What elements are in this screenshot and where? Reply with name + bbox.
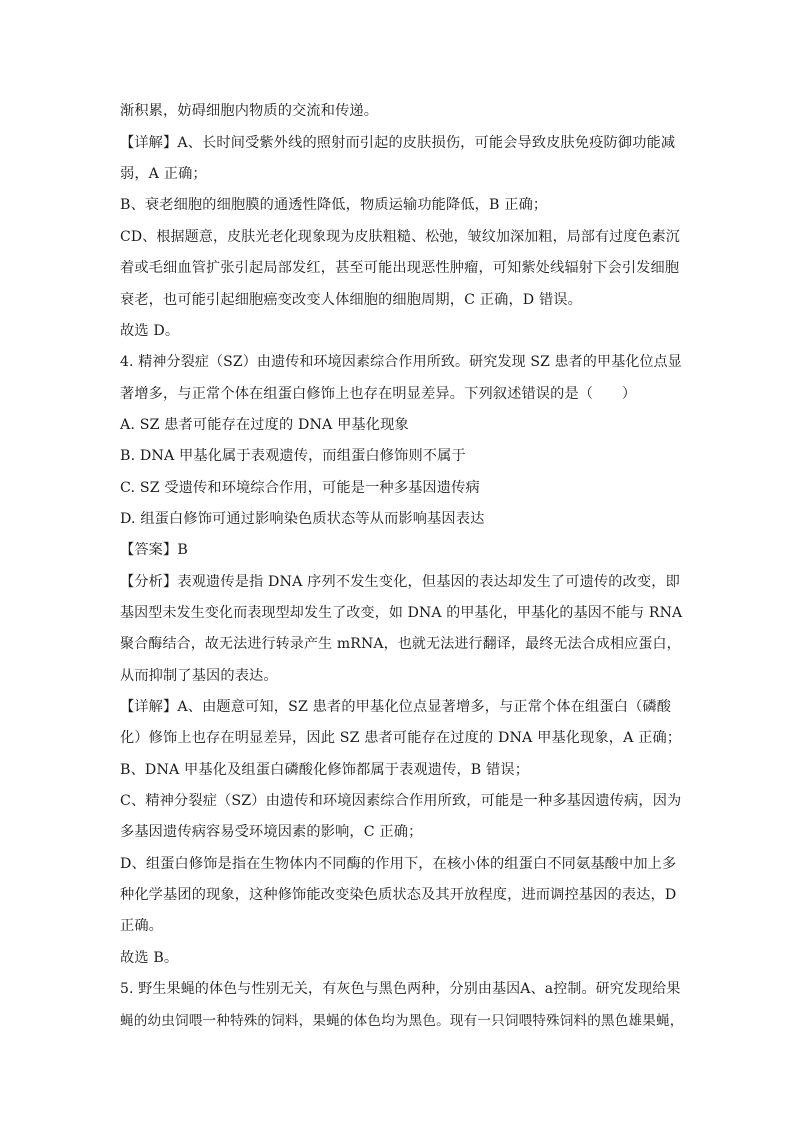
detail-line: 种化学基团的现象，这种修饰能改变染色质状态及其开放程度，进而调控基因的表达，D <box>120 887 677 903</box>
text-line: 弱，A 正确； <box>120 166 207 182</box>
analysis-line: 【分析】表观遗传是指 DNA 序列不发生变化，但基因的表达却发生了可遗传的改变，即 <box>120 574 680 590</box>
question-5-stem: 5. 野生果蝇的体色与性别无关，有灰色与黑色两种，分别由基因A、a控制。研究发现给果 <box>120 981 681 997</box>
detail-line: 【详解】A、由题意可知，SZ 患者的甲基化位点显著增多，与正常个体在组蛋白（磷酸 <box>120 699 672 715</box>
option-b: B. DNA 甲基化属于表观遗传，而组蛋白修饰则不属于 <box>120 448 466 464</box>
text-line: 故选 B。 <box>120 950 179 966</box>
answer-line: 【答案】B <box>120 542 188 558</box>
question-4-stem: 著增多，与正常个体在组蛋白修饰上也存在明显差异。下列叙述错误的是（ ） <box>120 386 637 402</box>
text-line: 衰老，也可能引起细胞癌变改变人体细胞的细胞周期，C 正确，D 错误。 <box>120 292 582 308</box>
detail-line: C、精神分裂症（SZ）由遗传和环境因素综合作用所致，可能是一种多基因遗传病，因为 <box>120 793 682 809</box>
analysis-line: 聚合酶结合，故无法进行转录产生 mRNA，也就无法进行翻译，最终无法合成相应蛋白， <box>120 636 681 652</box>
question-4-stem: 4. 精神分裂症（SZ）由遗传和环境因素综合作用所致。研究发现 SZ 患者的甲基化位点显 <box>120 354 682 370</box>
question-5-stem: 蝇的幼虫饲喂一种特殊的饲料，果蝇的体色均为黑色。现有一只饲喂特殊饲料的黑色雄果蝇， <box>120 1013 684 1029</box>
option-a: A. SZ 患者可能存在过度的 DNA 甲基化现象 <box>120 417 409 433</box>
detail-line: 正确。 <box>120 918 164 934</box>
detail-line: B、DNA 甲基化及组蛋白磷酸化修饰都属于表观遗传，B 错误； <box>120 762 530 778</box>
text-line: 故选 D。 <box>120 323 180 339</box>
text-line: 着或毛细血管扩张引起局部发红，甚至可能出现恶性肿瘤，可知紫处线辐射下会引发细胞 <box>120 260 680 276</box>
detail-line: D、组蛋白修饰是指在生物体内不同酶的作用下，在核小体的组蛋白不同氨基酸中加上多 <box>120 856 677 872</box>
detail-line: 多基因遗传病容易受环境因素的影响，C 正确； <box>120 824 423 840</box>
analysis-line: 基因型未发生变化而表现型却发生了改变，如 DNA 的甲基化，甲基化的基因不能与 RNA <box>120 605 683 621</box>
text-line: CD、根据题意，皮肤光老化现象现为皮肤粗糙、松弛，皱纹加深加粗，局部有过度色素沉 <box>120 229 680 245</box>
text-line: 【详解】A、长时间受紫外线的照射而引起的皮肤损伤，可能会导致皮肤免疫防御功能减 <box>120 135 676 151</box>
text-line: B、衰老细胞的细胞膜的通透性降低，物质运输功能降低，B 正确； <box>120 197 548 213</box>
detail-line: 化）修饰上也存在明显差异，因此 SZ 患者可能存在过度的 DNA 甲基化现象，A 正确； <box>120 730 682 746</box>
option-d: D. 组蛋白修饰可通过影响染色质状态等从而影响基因表达 <box>120 511 485 527</box>
analysis-line: 从而抑制了基因的表达。 <box>120 668 278 684</box>
option-c: C. SZ 受遗传和环境综合作用，可能是一种多基因遗传病 <box>120 480 480 496</box>
text-line: 渐积累，妨碍细胞内物质的交流和传递。 <box>120 103 379 119</box>
